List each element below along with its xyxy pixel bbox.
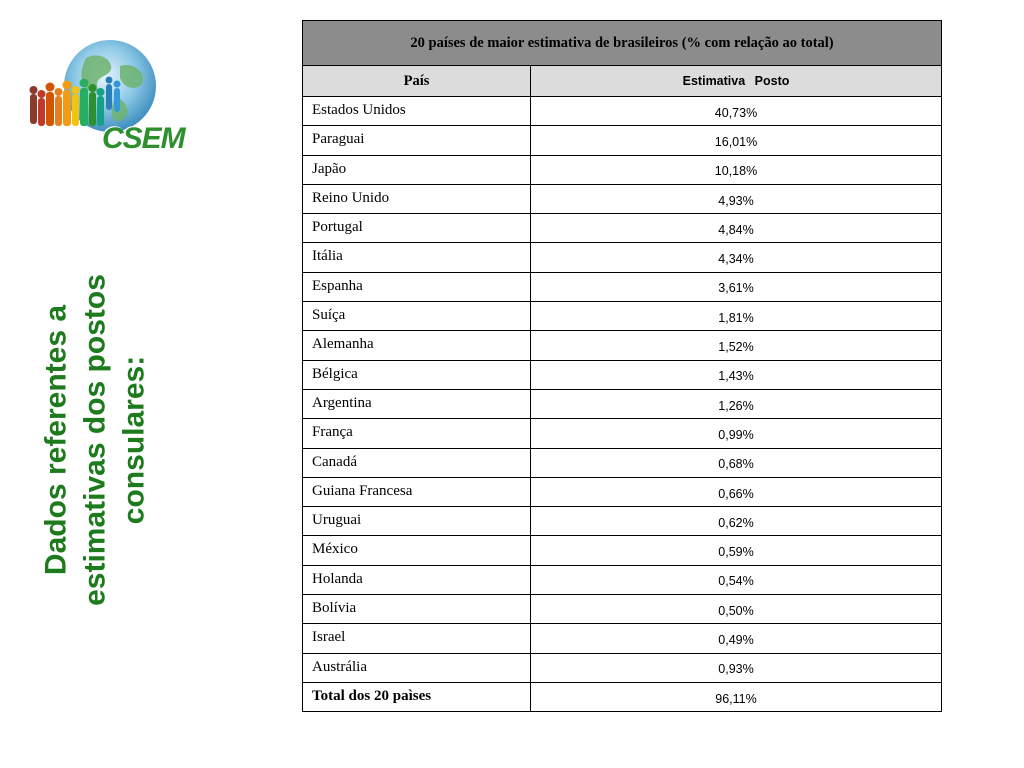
country-cell: Itália: [303, 243, 531, 272]
table-row: [303, 97, 942, 126]
table-row: [303, 419, 942, 448]
table-row: [303, 565, 942, 594]
estimate-cell: 0,49%: [531, 624, 942, 653]
country-cell: Argentina: [303, 389, 531, 418]
estimate-cell: 1,26%: [531, 389, 942, 418]
country-cell: Reino Unido: [303, 184, 531, 213]
estimate-cell: 0,68%: [531, 448, 942, 477]
estimate-cell: 10,18%: [531, 155, 942, 184]
country-cell: Guiana Francesa: [303, 477, 531, 506]
total-value-cell: 96,11%: [531, 682, 942, 711]
table-body: [303, 97, 942, 712]
estimates-table: [302, 20, 942, 712]
table-header-row: [303, 66, 942, 97]
table-row: [303, 302, 942, 331]
table-row: [303, 653, 942, 682]
country-cell: França: [303, 419, 531, 448]
estimate-cell: 0,62%: [531, 507, 942, 536]
country-cell: México: [303, 536, 531, 565]
table-row: [303, 477, 942, 506]
table-row: [303, 595, 942, 624]
table-row: [303, 126, 942, 155]
logo-text: CSEM: [102, 122, 185, 155]
estimate-cell: 0,93%: [531, 653, 942, 682]
table-row: [303, 272, 942, 301]
table-caption-row: [303, 21, 942, 66]
table-caption: 20 países de maior estimativa de brasileiros (% com relação ao total): [303, 21, 942, 66]
country-cell: Israel: [303, 624, 531, 653]
table-row: [303, 389, 942, 418]
country-cell: Austrália: [303, 653, 531, 682]
estimate-cell: 0,99%: [531, 419, 942, 448]
estimate-cell: 4,34%: [531, 243, 942, 272]
country-cell: Alemanha: [303, 331, 531, 360]
table-row: [303, 624, 942, 653]
estimate-cell: 4,84%: [531, 214, 942, 243]
country-cell: Espanha: [303, 272, 531, 301]
table-row: [303, 184, 942, 213]
table-row: [303, 507, 942, 536]
table-row: [303, 243, 942, 272]
side-title: Dados referentes a estimativas dos postos consulares:: [39, 274, 151, 606]
country-cell: Suíça: [303, 302, 531, 331]
table-row: [303, 536, 942, 565]
estimate-cell: 4,93%: [531, 184, 942, 213]
estimate-cell: 3,61%: [531, 272, 942, 301]
estimate-cell: 1,52%: [531, 331, 942, 360]
country-cell: Estados Unidos: [303, 97, 531, 126]
header-country: País: [303, 66, 531, 97]
country-cell: Uruguai: [303, 507, 531, 536]
total-label-cell: Total dos 20 paìses: [303, 682, 531, 711]
estimate-cell: 0,54%: [531, 565, 942, 594]
estimate-cell: 0,66%: [531, 477, 942, 506]
table-row: [303, 331, 942, 360]
estimate-cell: 16,01%: [531, 126, 942, 155]
country-cell: Bolívia: [303, 595, 531, 624]
table-row: [303, 448, 942, 477]
country-cell: Paraguai: [303, 126, 531, 155]
table-row: [303, 155, 942, 184]
table-row: [303, 360, 942, 389]
table-total-row: [303, 682, 942, 711]
estimate-cell: 1,43%: [531, 360, 942, 389]
country-cell: Canadá: [303, 448, 531, 477]
csem-logo: [24, 36, 185, 158]
country-cell: Bélgica: [303, 360, 531, 389]
country-cell: Holanda: [303, 565, 531, 594]
country-cell: Japão: [303, 155, 531, 184]
table-row: [303, 214, 942, 243]
header-estimate: Estimativa Posto: [531, 66, 942, 97]
estimate-cell: 1,81%: [531, 302, 942, 331]
estimate-cell: 40,73%: [531, 97, 942, 126]
estimate-cell: 0,50%: [531, 595, 942, 624]
country-cell: Portugal: [303, 214, 531, 243]
estimate-cell: 0,59%: [531, 536, 942, 565]
